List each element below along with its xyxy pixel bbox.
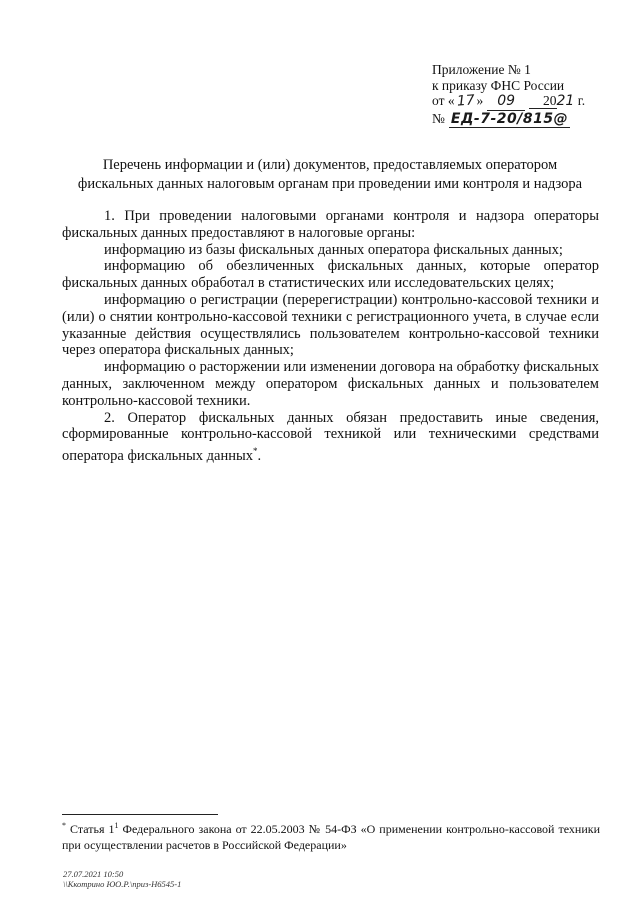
footnote-reference: *: [253, 446, 258, 457]
date-prefix: от «: [432, 93, 455, 108]
appendix-number: [432, 111, 612, 129]
order-number-handwritten: ЕД-7-20/815@: [450, 110, 569, 127]
print-timestamp: 27.07.2021 10:50: [63, 869, 124, 879]
paragraph-1: 1. При проведении налоговыми органами контроля и надзора операторы фискальных данных предоставляют в налоговые органы:: [62, 208, 599, 241]
paragraph-2: информацию из базы фискальных данных оператора фискальных данных;: [104, 241, 563, 258]
document-body: [62, 208, 599, 465]
paragraph-6-end: .: [257, 447, 262, 464]
appendix-header: [432, 62, 612, 128]
paragraph-5: информацию о расторжении или изменении договора на обработку фискальных данных, заключенном между оператором фискальных данных и пользователем контрольно-кассовой техники.: [62, 359, 599, 409]
print-filepath: \\Ккотрино ЮО.Р.\приз-Н6545-1: [63, 879, 182, 889]
number-prefix: №: [432, 110, 445, 126]
footnote-article-sup: 1: [114, 821, 119, 830]
footnote-divider: [62, 814, 218, 815]
title-line-2: фискальных данных налоговым органам при проведении ими контроля и надзора: [77, 176, 583, 192]
footnote-text-a: Статья 1: [66, 822, 115, 836]
appendix-title: Приложение № 1: [432, 62, 531, 77]
paragraph-6-text: 2. Оператор фискальных данных обязан предоставить иные сведения, сформированные контрольно-кассовой техникой или техническими средствами оператора фискальных данных: [62, 409, 599, 464]
date-year-handwritten: 21: [556, 93, 575, 109]
date-year-printed: 20: [529, 93, 557, 109]
footnote-mark: *: [62, 821, 66, 830]
date-day-handwritten: 17: [456, 92, 475, 110]
appendix-date: [432, 93, 612, 111]
date-month-handwritten: 09: [487, 94, 525, 111]
document-title: [60, 156, 600, 194]
date-suffix: г.: [574, 93, 586, 108]
title-line-1: Перечень информации и (или) документов, предоставляемых оператором: [102, 157, 558, 173]
footnote-text-b: Федерального закона от 22.05.2003 № 54-ФЗ «О применении контрольно-кассовой техники при осуществлении расчетов в Российской Федерации»: [62, 822, 600, 852]
date-mid: »: [476, 93, 484, 108]
footnote: [62, 818, 600, 853]
paragraph-4: информацию о регистрации (перерегистрации) контрольно-кассовой техники и (или) о снятии контрольно-кассовой техники с регистрационного учета, в случае если указанные действия осуществлялись пользователем контрольно-кассовой техники через оператора фискальных данных;: [62, 291, 599, 359]
print-stamp: [63, 869, 181, 889]
paragraph-6: [62, 410, 599, 465]
appendix-order-ref: к приказу ФНС России: [432, 77, 565, 93]
paragraph-3: информацию об обезличенных фискальных данных, которые оператор фискальных данных обработал в статистических или исследовательских целях;: [62, 258, 599, 292]
